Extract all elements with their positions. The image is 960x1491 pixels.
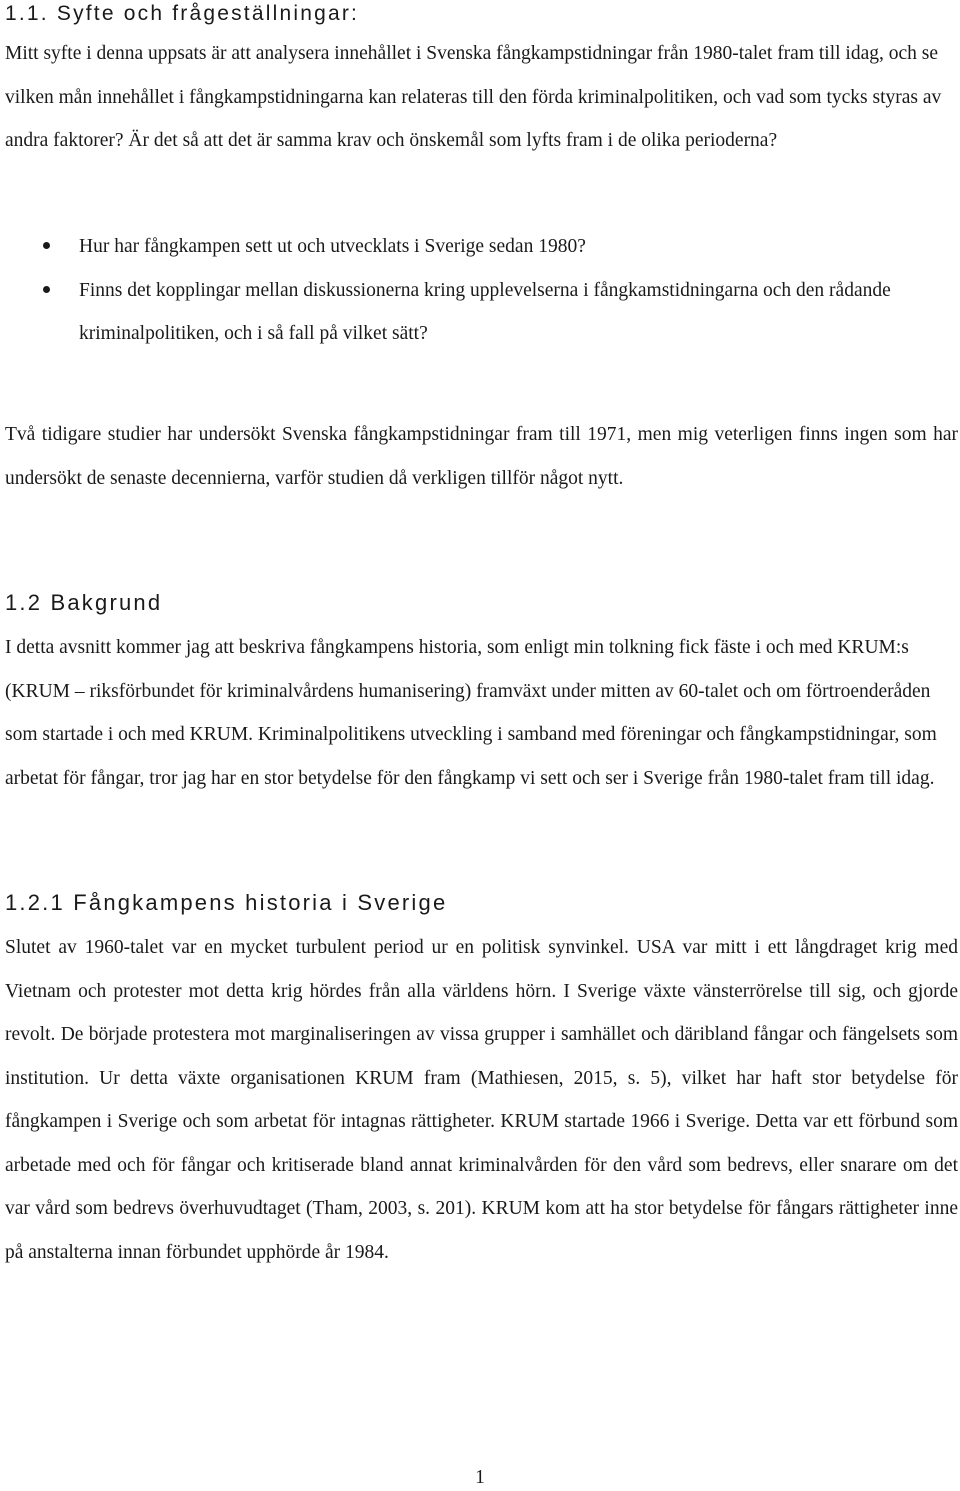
research-question-text: Finns det kopplingar mellan diskussionerna kring upplevelserna i fångkamstidningarna och den rådande kriminalpolitiken, och i så fall på vilket sätt? — [79, 279, 891, 344]
list-item — [0, 225, 959, 269]
paragraph-history: Slutet av 1960-talet var en mycket turbulent period ur en politisk synvinkel. USA var mitt i ett långdraget krig med Vietnam och protester mot detta krig hördes från alla världens hörn. I Sverige växte vänsterrörelse till sig, och gjorde revolt. De började protestera mot marginaliseringen av vissa grupper i samhället och däribland fångar och fängelsets som institution. Ur detta växte organisationen KRUM fram (Mathiesen, 2015, s. 5), vilket har haft stor betydelse för fångkampen i Sverige och som arbetat för intagnas rättigheter. KRUM startade 1966 i Sverige. Detta var ett förbund som arbetade med och för fångar och kritiserade bland annat kriminalvården för den vård som bedrevs, eller snarare om det var vård som bedrevs överhuvudtaget (Tham, 2003, s. 201). KRUM kom att ha stor betydelse för fångars rättigheter inne på anstalterna innan förbundet upphörde år 1984. — [5, 937, 958, 1263]
list-item — [0, 269, 959, 356]
section-heading-historia: 1.2.1 Fångkampens historia i Sverige — [5, 890, 448, 915]
bullet-icon — [43, 286, 50, 293]
research-question-text: Hur har fångkampen sett ut och utvecklats i Sverige sedan 1980? — [79, 236, 586, 257]
section-heading-bakgrund: 1.2 Bakgrund — [5, 590, 163, 615]
bullet-icon — [43, 242, 50, 249]
paragraph-previous-studies: Två tidigare studier har undersökt Svenska fångkampstidningar fram till 1971, men mig veterligen finns ingen som har undersökt de senaste decennierna, varför studien då verkligen tillför något nytt. — [5, 424, 958, 489]
section-heading-syfte: 1.1. Syfte och frågeställningar: — [5, 2, 360, 25]
research-questions-list — [0, 225, 960, 356]
paragraph-background: I detta avsnitt kommer jag att beskriva fångkampens historia, som enligt min tolkning fick fäste i och med KRUM:s (KRUM – riksförbundet för kriminalvårdens humanisering) framväxt under mitten av 60-talet och om förtroenderåden som startade i och med KRUM. Kriminalpolitikens utveckling i samband med föreningar och fångkampstidningar, som arbetat för fångar, tror jag har en stor betydelse för den fångkamp vi sett och ser i Sverige från 1980-talet fram till idag. — [5, 637, 937, 789]
paragraph-purpose: Mitt syfte i denna uppsats är att analysera innehållet i Svenska fångkampstidningar från 1980-talet fram till idag, och se vilken mån innehållet i fångkampstidningarna kan relateras till den förda kriminalpolitiken, och vad som tycks styras av andra faktorer? Är det så att det är samma krav och önskemål som lyfts fram i de olika perioderna? — [5, 43, 942, 151]
page-number: 1 — [475, 1467, 485, 1488]
